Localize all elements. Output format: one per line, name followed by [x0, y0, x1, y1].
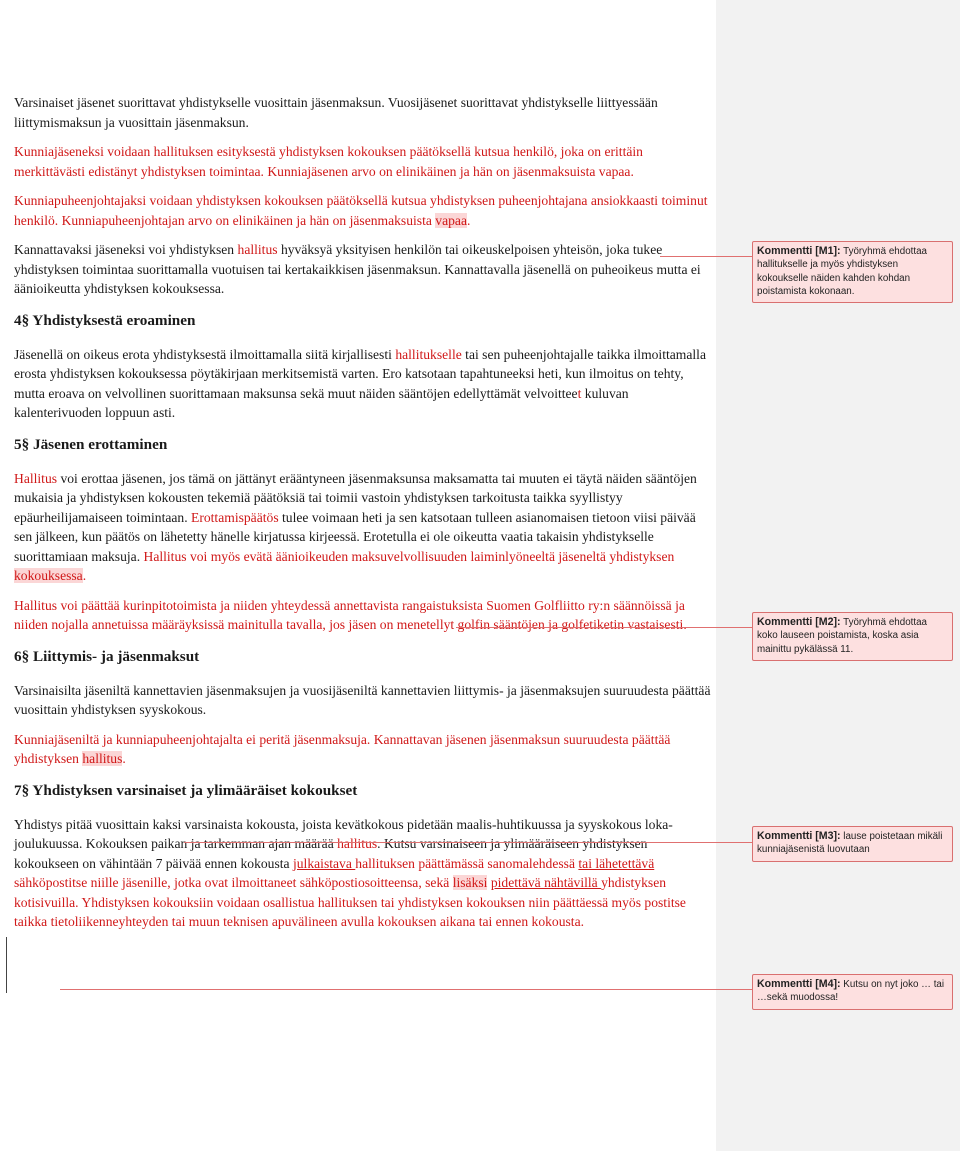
paragraph [14, 240, 714, 299]
revised-text: sähköpostitse niille jäsenille, jotka ovat ilmoittaneet sähköpostiosoitteensa, sekä [14, 875, 453, 890]
revised-text: Kunniapuheenjohtajaksi voidaan yhdistyksen kokouksen päätöksellä kutsua yhdistyksen puheenjohtajana ansiokkaasti toiminut henkilö. Kunniapuheenjohtajan arvo on elinikäinen ja hän on jäsenmaksuista [14, 193, 708, 228]
comment-connector-m1 [660, 256, 752, 257]
comment-label: Kommentti [M4]: [757, 978, 841, 990]
revised-text: yhdistyksen kotisivuilla. Yhdistyksen kokouksiin voidaan osallistua hallituksen tai yhdistyksen kokouksen niin päättäessä myös postitse taikka tietoliikenneyhteyden tai muun teknisen apuvälineen avulla kokouksen aikana tai ennen kokousta. [14, 875, 686, 929]
revised-text: Hallitus voi päättää kurinpitotoimista ja niiden yhteydessä annettavista rangaistuksista Suomen Golfliitto ry:n säännöissä ja niiden nojalla annetuissa määräyksissä mainitulla tavalla, jos jäsen on menetellyt golfin sääntöjen ja golfetiketin vastaisesti. [14, 597, 687, 632]
revised-text: Hallitus voi myös evätä äänioikeuden maksuvelvollisuuden laiminlyöneeltä jäseneltä yhdistyksen [143, 548, 675, 564]
comment-balloon-m4[interactable] [752, 974, 953, 1010]
commented-text-m1[interactable]: vapaa [435, 212, 467, 228]
revised-text: hallitukselle [395, 346, 462, 362]
section-heading-4: 4§ Yhdistyksestä eroaminen [14, 311, 196, 329]
comment-label: Kommentti [M3]: [757, 830, 841, 842]
comment-connector-m2 [456, 627, 752, 628]
comment-balloon-m1[interactable] [752, 241, 953, 303]
paragraph [14, 142, 714, 181]
text-run: Yhdistys pitää vuosittain kaksi varsinaista kokousta, joista kevätkokous pidetään maalis-huhtikuussa ja syyskokous loka-joulukuussa. Kokouksen paikan ja tarkemman ajan määrää [14, 816, 673, 851]
paragraph [14, 730, 714, 769]
revised-text: Erottamispäätös [191, 509, 279, 525]
text-run: . Kutsu varsinaiseen ja ylimääräiseen yhdistyksen kokoukseen on vähintään 7 päivää ennen kokousta [14, 836, 648, 871]
text-run: kuluvan kalenterivuoden loppuun asti. [14, 385, 629, 420]
commented-text-m3[interactable]: hallitus [82, 751, 123, 766]
revised-text: hallituksen päättämässä sanomalehdessä [355, 855, 579, 871]
revised-text: . [467, 212, 471, 228]
inserted-text: tai lähetettävä [578, 855, 655, 871]
revised-text: Kunniajäseneksi voidaan hallituksen esityksestä yhdistyksen kokouksen päätöksellä kutsua henkilö, joka on erittäin merkittävästi edistänyt yhdistyksen toimintaa. [14, 144, 643, 179]
comment-label: Kommentti [M1]: [757, 245, 841, 257]
section-heading-6: 6§ Liittymis- ja jäsenmaksut [14, 647, 200, 665]
paragraph [14, 93, 714, 132]
text-run: Varsinaisilta jäseniltä kannettavien jäsenmaksujen ja vuosijäseniltä kannettavien liittymis- ja jäsenmaksujen suuruudesta päättää vuosittain yhdistyksen syyskokous. [14, 682, 711, 717]
commented-text-m4[interactable]: lisäksi [452, 875, 488, 890]
paragraph [14, 191, 714, 230]
text-run: Varsinaiset jäsenet suorittavat yhdistykselle vuosittain jäsenmaksun. Vuosijäsenet suorittavat yhdistykselle liittyessään liittymismaksun ja vuosittain jäsenmaksun. [14, 95, 658, 130]
paragraph [14, 815, 714, 932]
paragraph [14, 681, 714, 720]
revised-text: Kunniajäsenen arvo on elinikäinen ja hän on jäsenmaksuista vapaa. [263, 163, 634, 179]
text-run: tulee voimaan heti ja sen katsotaan tulleen asianomaisen tietoon viisi päivää sen jälkeen, kun päätös on lähetetty hänelle kirjatussa kirjeessä. Erotetulla ei ole oikeutta vaatia takaisin yhdistykselle suorittamiaan maksuja. [14, 509, 696, 564]
comment-text: Kutsu on nyt joko … tai …sekä muodossa! [757, 979, 945, 1004]
inserted-text: pidettävä nähtävillä [490, 875, 602, 890]
text-run: voi erottaa jäsenen, jos tämä on jättänyt erääntyneen jäsenmaksunsa maksamatta tai muuten ei täytä näiden sääntöjen mukaisia ja yhdistyksen kokousten tekemiä päätöksiä tai toimii vastoin yhdistyksen tarkoitusta taikka syyllistyy epäurheilijamaiseen toimintaan. [14, 470, 697, 525]
text-run: Kannattavaksi jäseneksi voi yhdistyksen [14, 242, 238, 257]
revised-text: . [82, 568, 87, 583]
revised-text: hallitus [237, 242, 278, 257]
commented-text-m2[interactable]: kokouksessa [14, 568, 83, 583]
revised-text: . [122, 751, 126, 766]
revised-text: hallitus [337, 836, 378, 851]
revised-text: Kunniajäseniltä ja kunniapuheenjohtajalta ei peritä jäsenmaksuja. Kannattavan jäsenen jäsenmaksun suuruudesta päättää yhdistyksen [14, 731, 671, 766]
comment-text: lause poistetaan mikäli kunniajäsenistä luovutaan [757, 831, 943, 856]
section-heading-5: 5§ Jäsenen erottaminen [14, 435, 168, 453]
paragraph [14, 469, 714, 586]
comment-label: Kommentti [M2]: [757, 616, 841, 628]
change-bar [6, 937, 7, 993]
inserted-text: julkaistava [292, 855, 356, 871]
comment-text: Työryhmä ehdottaa hallitukselle ja myös yhdistyksen kokoukselle näiden kahden kohdan poistamista kokonaan. [757, 246, 927, 297]
revised-text: Hallitus [14, 470, 58, 486]
comment-connector-m3 [184, 842, 752, 843]
text-run: tai sen puheenjohtajalle taikka ilmoittamalla erosta yhdistyksen kokouksessa pöytäkirjaan merkitsemistä varten. Ero katsotaan tapahtuneeksi heti, kun ilmoitus on tehty, mutta eroava on velvollinen suorittamaan maksunsa sekä muut näiden sääntöjen edellyttämät velvoittee [14, 346, 706, 401]
paragraph [14, 345, 714, 423]
text-run: Jäsenellä on oikeus erota yhdistyksestä ilmoittamalla siitä kirjallisesti [14, 346, 396, 362]
comment-connector-m4 [60, 989, 752, 990]
text-run: hyväksyä yksityisen henkilön tai oikeuskelpoisen yhteisön, joka tukee yhdistyksen toimintaa suorittamalla vuotuisen tai kertakaikkisen jäsenmaksun. Kannattavalla jäsenellä on puheoikeus mutta ei äänioikeutta yhdistyksen kokouksessa. [14, 242, 701, 296]
paragraph [14, 596, 714, 635]
comment-balloon-m2[interactable] [752, 612, 953, 661]
revised-text: t [577, 385, 582, 401]
document-body [14, 93, 714, 942]
comment-text: Työryhmä ehdottaa koko lauseen poistamista, koska asia mainittu pykälässä 11. [757, 617, 927, 655]
comment-balloon-m3[interactable] [752, 826, 953, 862]
section-heading-7: 7§ Yhdistyksen varsinaiset ja ylimääräiset kokoukset [14, 781, 358, 799]
